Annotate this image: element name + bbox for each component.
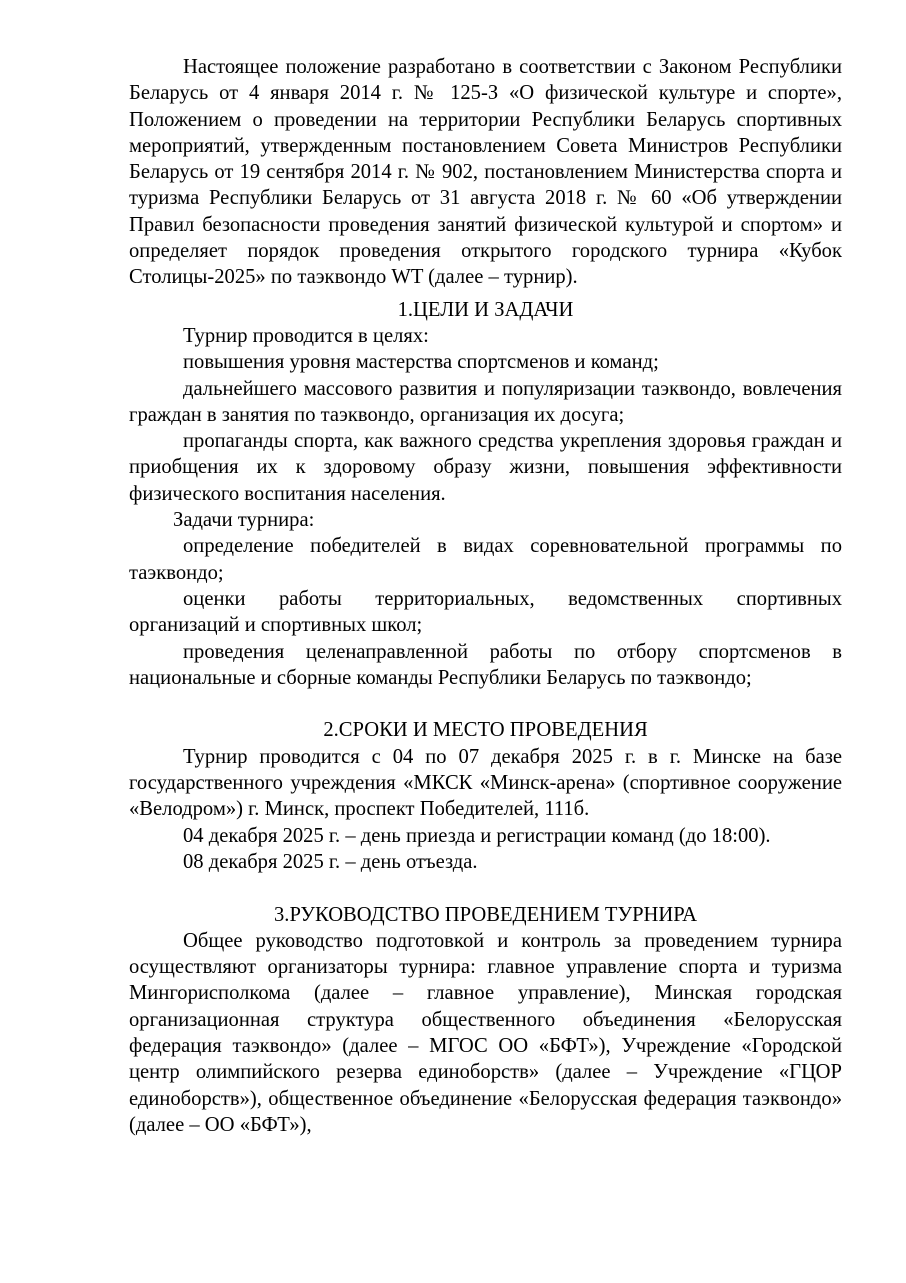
section-2-paragraph: 08 декабря 2025 г. – день отъезда. <box>183 850 478 873</box>
section-2-paragraph: 04 декабря 2025 г. – день приезда и регистрации команд (до 18:00). <box>183 824 771 847</box>
spacer <box>129 691 842 717</box>
section-1-task-item: проведения целенаправленной работы по отбору спортсменов в национальные и сборные команды Республики Беларусь по таэквондо; <box>129 640 842 689</box>
document-page <box>129 54 842 1138</box>
section-1-task-item: определение победителей в видах соревновательной программы по таэквондо; <box>129 535 842 584</box>
intro-paragraph: Настоящее положение разработано в соответствии с Законом Республики Беларусь от 4 января 2014 г. № 125-З «О физической культуре и спорте», Положением о проведении на территории Республики Беларусь спортивных мероприятий, утвержденным постановлением Совета Министров Республики Беларусь от 19 сентября 2014 г. № 902, постановлением Министерства спорта и туризма Республики Беларусь от 31 августа 2018 г. № 60 «Об утверждении Правил безопасности проведения занятий физической культурой и спортом» и определяет порядок проведения открытого городского турнира «Кубок Столицы-2025» по таэквондо WT (далее – турнир). <box>129 56 842 289</box>
spacer <box>129 875 842 901</box>
section-1-tasks-intro: Задачи турнира: <box>173 509 315 532</box>
section-3-title: 3.РУКОВОДСТВО ПРОВЕДЕНИЕМ ТУРНИРА <box>274 903 697 926</box>
section-1-goal-item: пропаганды спорта, как важного средства укрепления здоровья граждан и приобщения их к здоровому образу жизни, повышения эффективности физического воспитания населения. <box>129 430 842 505</box>
section-1-title: 1.ЦЕЛИ И ЗАДАЧИ <box>397 298 574 321</box>
section-1-goals-intro: Турнир проводится в целях: <box>183 324 429 347</box>
section-3-paragraph: Общее руководство подготовкой и контроль за проведением турнира осуществляют организаторы турнира: главное управление спорта и туризма Мингорисполкома (далее – главное управление), Минская городская организационная структура общественного объединения «Белорусская федерация таэквондо» (далее – МГОС ОО «БФТ»), Учреждение «Городской центр олимпийского резерва единоборств» (далее – Учреждение «ГЦОР единоборств»), общественное объединение «Белорусская федерация таэквондо» (далее – ОО «БФТ»), <box>129 929 842 1136</box>
section-1-goal-item: повышения уровня мастерства спортсменов и команд; <box>183 351 659 374</box>
section-1-goal-item: дальнейшего массового развития и популяризации таэквондо, вовлечения граждан в занятия по таэквондо, организация их досуга; <box>129 377 842 426</box>
section-2-title: 2.СРОКИ И МЕСТО ПРОВЕДЕНИЯ <box>323 719 648 742</box>
section-1-task-item: оценки работы территориальных, ведомственных спортивных организаций и спортивных школ; <box>129 587 842 637</box>
section-2-paragraph: Турнир проводится с 04 по 07 декабря 2025 г. в г. Минске на базе государственного учреждения «МКСК «Минск-арена» (спортивное сооружение «Велодром») г. Минск, проспект Победителей, 111б. <box>129 745 842 821</box>
